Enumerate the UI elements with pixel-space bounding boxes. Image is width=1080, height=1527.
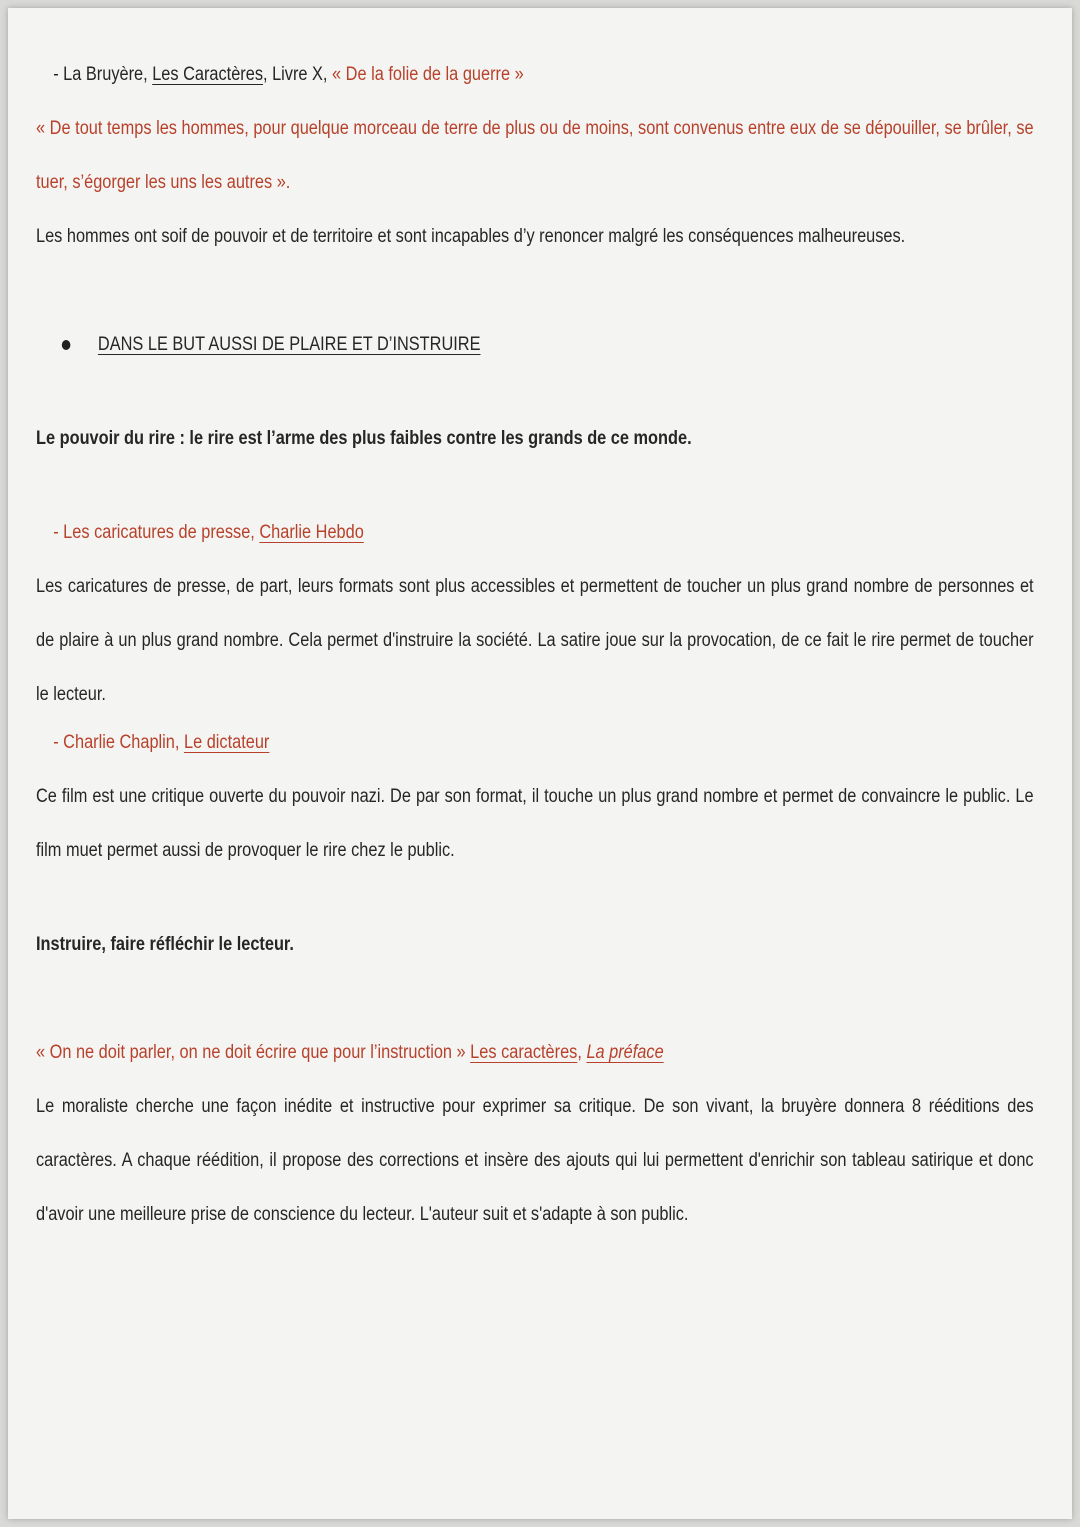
preface-part: La préface: [586, 1042, 664, 1063]
example-caricatures-heading: [36, 506, 1034, 560]
example-label: - Les caricatures de presse,: [53, 522, 260, 543]
example-caricatures-text: Les caricatures de presse, de part, leurs formats sont plus accessibles et permettent de toucher un plus grand nombre de personnes et de plaire à un plus grand nombre. Cela permet d'instruire la société. La satire joue sur la provocation, de ce fait le rire permet de toucher le lecteur.: [36, 576, 1034, 705]
preface-text: Le moraliste cherche une façon inédite et instructive pour exprimer sa critique. De son vivant, la bruyère donnera 8 rééditions des caractères. A chaque réédition, il propose des corrections et insère des ajouts qui lui permettent d'enrichir son tableau satirique et donc d'avoir une meilleure prise de conscience du lecteur. L'auteur suit et s'adapte à son public.: [36, 1096, 1034, 1225]
book-ref: , Livre X,: [262, 64, 333, 85]
notes-content: [36, 48, 1034, 1242]
source-line-la-bruyere: [36, 48, 1034, 102]
chapter-title: « De la folie de la guerre »: [332, 64, 524, 85]
section-heading-text: DANS LE BUT AUSSI DE PLAIRE ET D’INSTRUIRE: [97, 334, 481, 355]
section-heading: [36, 318, 1034, 372]
instruire-heading: Instruire, faire réfléchir le lecteur.: [36, 934, 294, 955]
rire-heading: Le pouvoir du rire : le rire est l’arme des plus faibles contre les grands de ce monde.: [36, 428, 692, 449]
preface-quote: « On ne doit parler, on ne doit écrire que pour l’instruction »: [36, 1042, 471, 1063]
author: La Bruyère,: [63, 64, 153, 85]
example-label: - Charlie Chaplin,: [53, 732, 184, 753]
example-chaplin-text: Ce film est une critique ouverte du pouvoir nazi. De par son format, il touche un plus grand nombre et permet de convaincre le public. Le film muet permet aussi de provoquer le rire chez le public.: [36, 786, 1034, 861]
quote-la-bruyere: « De tout temps les hommes, pour quelque morceau de terre de plus ou de moins, sont convenus entre eux de se dépouiller, se brûler, se tuer, s’égorger les uns les autres ».: [36, 118, 1034, 193]
bullet-icon: [62, 340, 71, 350]
preface-quote-line: [36, 1026, 1034, 1080]
work-title: Les Caractères: [152, 64, 263, 85]
example-title: Le dictateur: [183, 732, 270, 753]
dash: -: [53, 64, 64, 85]
preface-work: Les caractères: [470, 1042, 578, 1063]
example-chaplin-heading: [36, 716, 1034, 770]
preface-sep: ,: [577, 1042, 587, 1063]
example-title: Charlie Hebdo: [259, 522, 364, 543]
document-page: [8, 8, 1072, 1519]
comment-la-bruyere: Les hommes ont soif de pouvoir et de territoire et sont incapables d’y renoncer malgré les conséquences malheureuses.: [36, 226, 906, 247]
